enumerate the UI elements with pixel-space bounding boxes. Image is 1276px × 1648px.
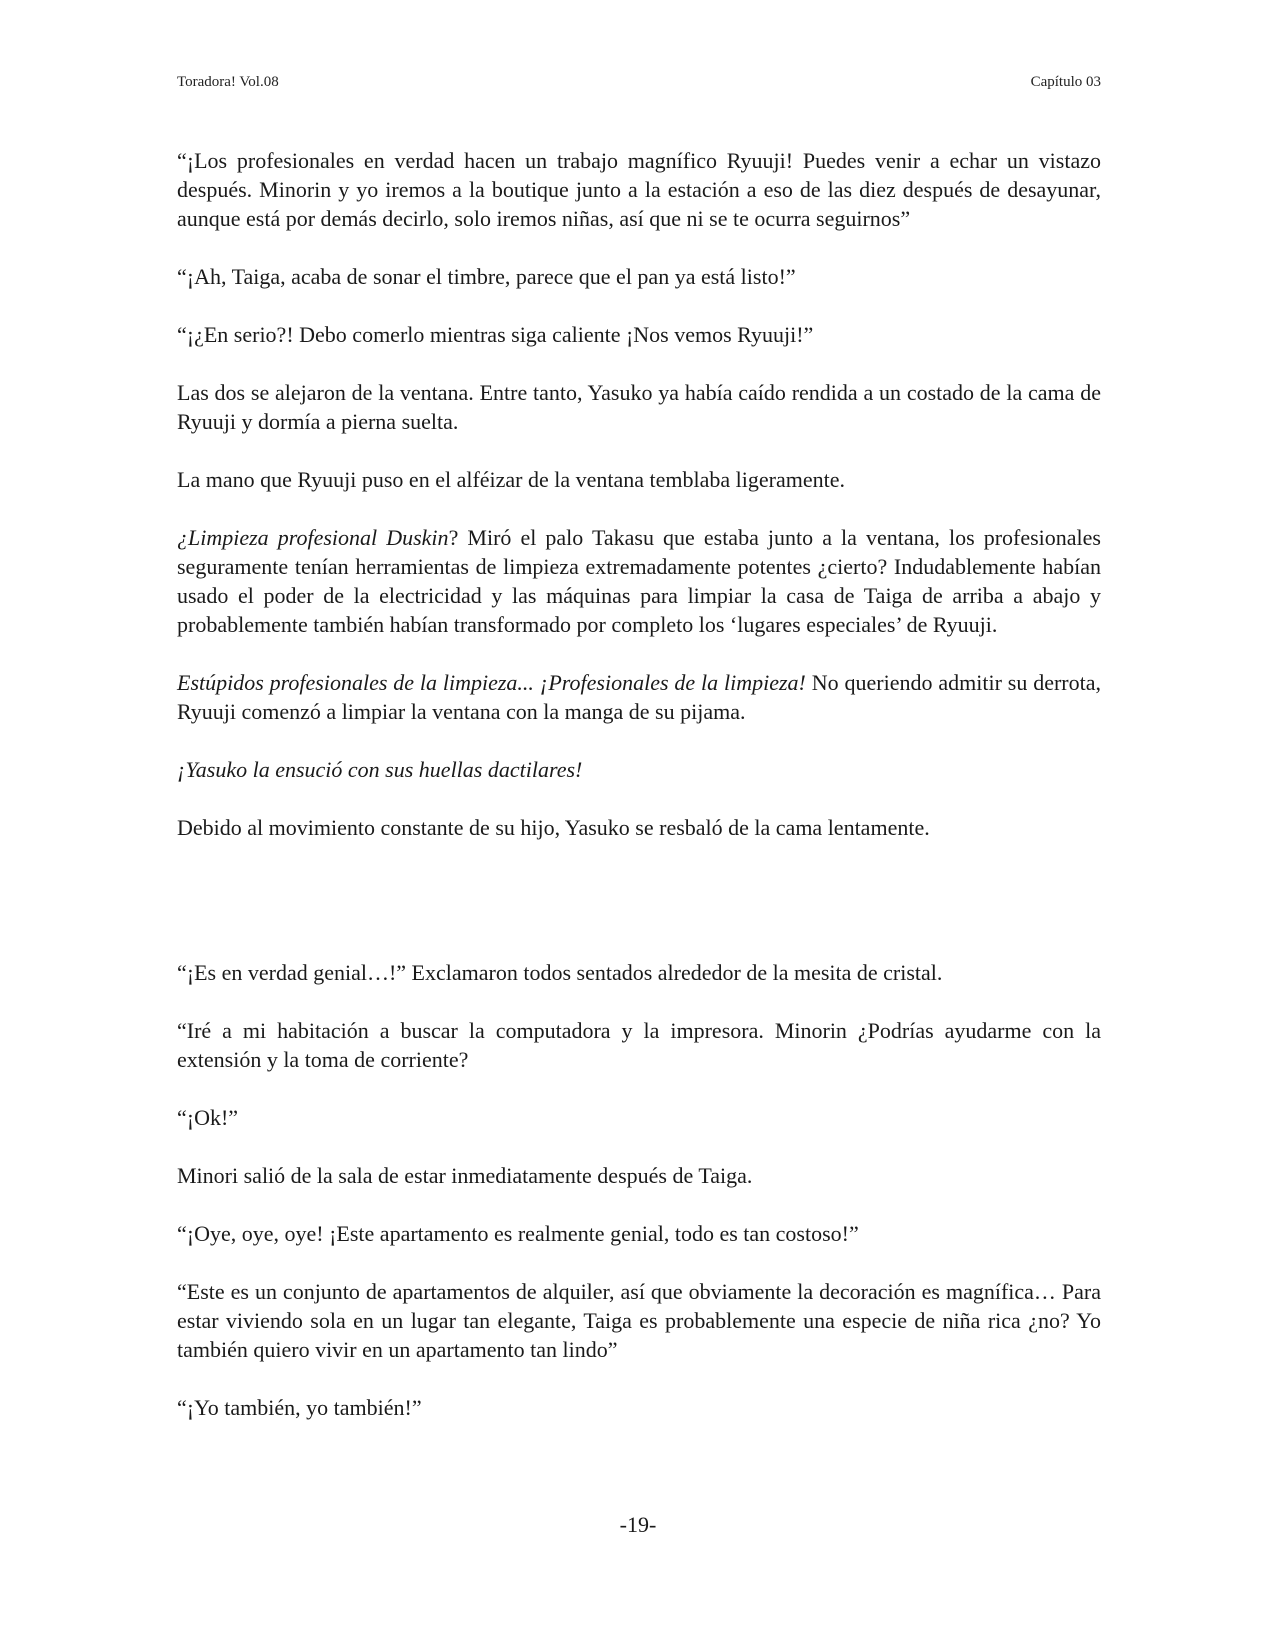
paragraph-7-italic: Estúpidos profesionales de la limpieza... ¡Profesionales de la limpieza! [177, 670, 806, 695]
paragraph-5: La mano que Ryuuji puso en el alféizar de la ventana temblaba ligeramente. [177, 467, 846, 492]
page-number: -19- [619, 1512, 657, 1537]
paragraph-4: Las dos se alejaron de la ventana. Entre tanto, Yasuko ya había caído rendida a un costado de la cama de Ryuuji y dormía a pierna suelta. [177, 380, 1101, 434]
paragraph-11: “Iré a mi habitación a buscar la computadora y la impresora. Minorin ¿Podrías ayudarme con la extensión y la toma de corriente? [177, 1018, 1101, 1072]
body-text [177, 146, 1101, 1451]
paragraph-9: Debido al movimiento constante de su hijo, Yasuko se resbaló de la cama lentamente. [177, 815, 930, 840]
paragraph-2: “¡Ah, Taiga, acaba de sonar el timbre, parece que el pan ya está listo!” [177, 264, 796, 289]
paragraph-15: “Este es un conjunto de apartamentos de alquiler, así que obviamente la decoración es magnífica… Para estar viviendo sola en un lugar tan elegante, Taiga es probablemente una especie de niña rica ¿no? Yo también quiero vivir en un apartamento tan lindo” [177, 1279, 1101, 1362]
header-chapter: Capítulo 03 [1030, 73, 1101, 90]
paragraph-6-italic: ¿Limpieza profesional Duskin [177, 525, 449, 550]
paragraph-16: “¡Yo también, yo también!” [177, 1395, 422, 1420]
paragraph-6 [177, 523, 1101, 639]
paragraph-6-rest: ? Miró el palo Takasu que estaba junto a la ventana, los profesionales seguramente tenían herramientas de limpieza extremadamente potentes ¿cierto? Indudablemente habían usado el poder de la electricidad y las máquinas para limpiar la casa de Taiga de arriba a abajo y probablemente también habían transformado por completo los ‘lugares especiales’ de Ryuuji. [177, 525, 1101, 637]
paragraph-10: “¡Es en verdad genial…!” Exclamaron todos sentados alrededor de la mesita de cristal. [177, 960, 943, 985]
paragraph-7-rest: No queriendo admitir su derrota, Ryuuji comenzó a limpiar la ventana con la manga de su pijama. [177, 670, 1101, 724]
paragraph-12: “¡Ok!” [177, 1105, 239, 1130]
running-header [177, 70, 1101, 94]
paragraph-13: Minori salió de la sala de estar inmediatamente después de Taiga. [177, 1163, 753, 1188]
paragraph-7 [177, 668, 1101, 726]
paragraph-3: “¡¿En serio?! Debo comerlo mientras siga caliente ¡Nos vemos Ryuuji!” [177, 322, 814, 347]
header-book-title: Toradora! Vol.08 [177, 73, 279, 90]
paragraph-14: “¡Oye, oye, oye! ¡Este apartamento es realmente genial, todo es tan costoso!” [177, 1221, 859, 1246]
paragraph-1: “¡Los profesionales en verdad hacen un trabajo magnífico Ryuuji! Puedes venir a echar un vistazo después. Minorin y yo iremos a la boutique junto a la estación a eso de las diez después de desayunar, aunque está por demás decirlo, solo iremos niñas, así que ni se te ocurra seguirnos” [177, 148, 1101, 231]
paragraph-8: ¡Yasuko la ensució con sus huellas dactilares! [177, 757, 583, 782]
